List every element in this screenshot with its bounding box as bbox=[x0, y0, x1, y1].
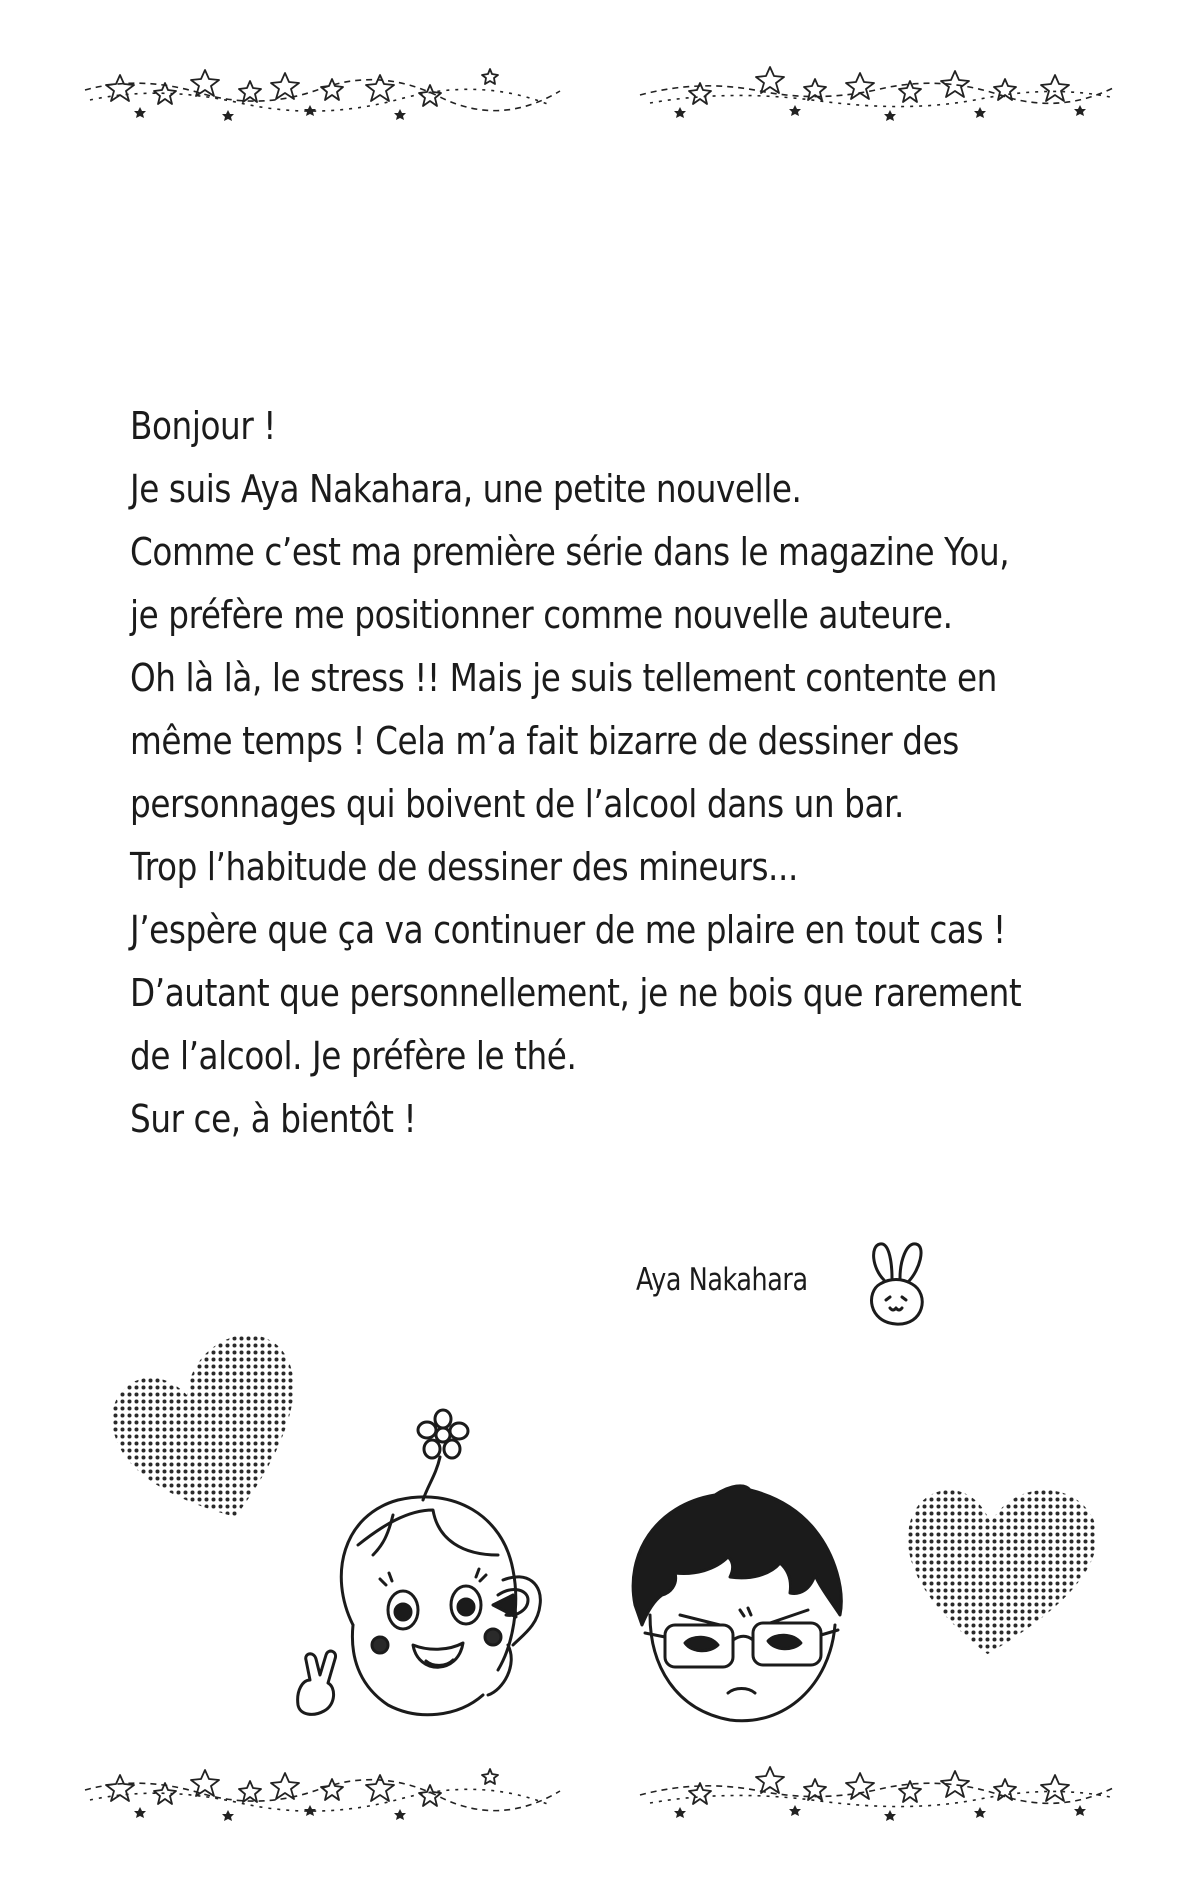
girl-chibi-drawing bbox=[288, 1405, 558, 1725]
top-star-border bbox=[80, 55, 1120, 125]
letter-line: Bonjour ! bbox=[130, 404, 276, 448]
halftone-heart-icon bbox=[900, 1475, 1100, 1660]
boy-chibi-drawing bbox=[620, 1475, 860, 1745]
flower-icon bbox=[418, 1410, 468, 1500]
letter-line: D’autant que personnellement, je ne bois que rarement bbox=[130, 971, 1022, 1015]
peace-sign-icon bbox=[298, 1651, 336, 1714]
letter-line: de l’alcool. Je préfère le thé. bbox=[130, 1034, 577, 1078]
author-letter bbox=[130, 395, 1090, 1151]
halftone-heart-icon bbox=[112, 1335, 312, 1525]
letter-line: Comme c’est ma première série dans le magazine You, bbox=[130, 530, 1010, 574]
letter-line: personnages qui boivent de l’alcool dans un bar. bbox=[130, 782, 905, 826]
letter-line: Trop l’habitude de dessiner des mineurs... bbox=[130, 845, 798, 889]
bunny-doodle-icon bbox=[862, 1238, 932, 1328]
letter-line: J’espère que ça va continuer de me plaire en tout cas ! bbox=[130, 908, 1006, 952]
bottom-star-border bbox=[80, 1755, 1120, 1825]
author-signature: Aya Nakahara bbox=[636, 1262, 808, 1298]
letter-line: Je suis Aya Nakahara, une petite nouvelle. bbox=[130, 467, 802, 511]
letter-line: Oh là là, le stress !! Mais je suis tellement contente en bbox=[130, 656, 997, 700]
letter-line: je préfère me positionner comme nouvelle auteure. bbox=[130, 593, 953, 637]
letter-line: Sur ce, à bientôt ! bbox=[130, 1097, 417, 1141]
letter-line: même temps ! Cela m’a fait bizarre de dessiner des bbox=[130, 719, 959, 763]
